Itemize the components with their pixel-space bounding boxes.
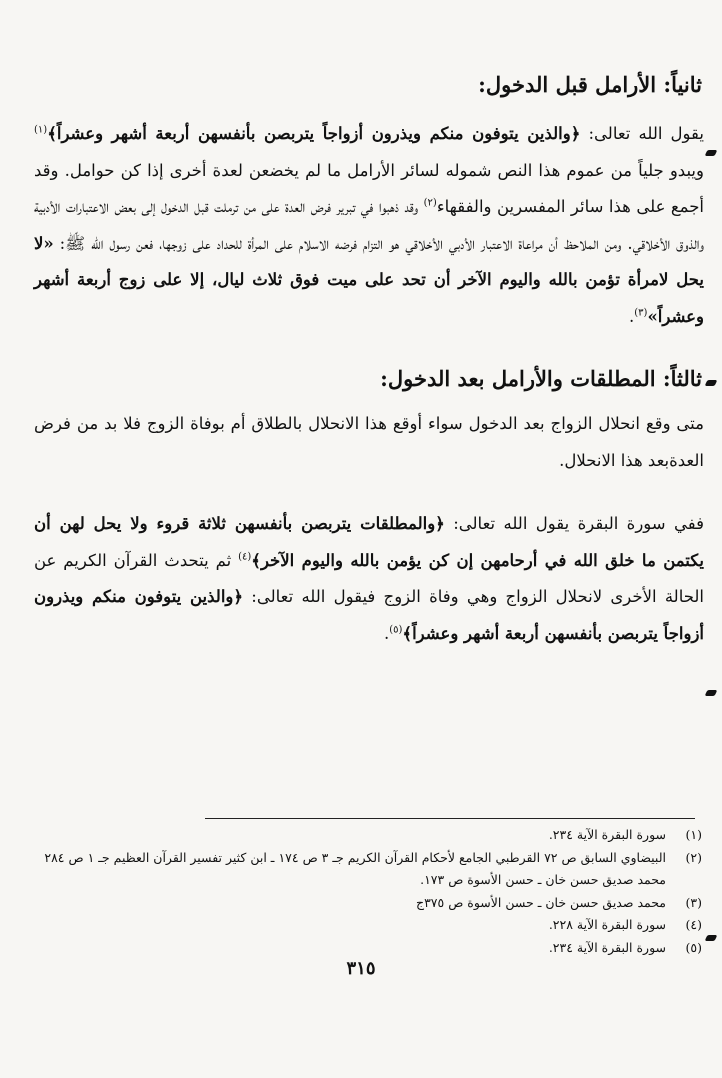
- footnote-separator: [205, 818, 695, 819]
- text-run: ففي سورة البقرة يقول الله تعالى:: [444, 514, 704, 533]
- quoted-text: ﴿والمطلقات يتربصن بأنفسهن ثلاثة قروء ولا يحل لهن أن يكتمن ما خلق الله في أرحامهن إن كن يؤمن بالله واليوم الآخر﴾: [34, 514, 704, 570]
- footnote-number: (٣): [685, 894, 702, 910]
- text-run: ويبدو جلياً من عموم هذا النص شموله لسائر الأرامل ما لم يخضعن لعدة أخرى إذا كن حوامل. وقد أجمع على هذا سائر المفسرين والفقهاء: [34, 160, 704, 216]
- footnote-number: (١): [685, 827, 702, 842]
- scan-mark: [705, 690, 718, 696]
- footnotes: [22, 824, 702, 959]
- text-run: متى وقع انحلال الزواج بعد الدخول سواء أوقع هذا الانحلال بالطلاق أم بوفاة الزوج فلا بد من فرض العدةبعد هذا الانحلال.: [34, 414, 704, 470]
- footnote-text: سورة البقرة الآية ٢٢٨.: [548, 917, 666, 932]
- section-heading-divorced-and-widows-after-consummation: ثالثاً: المطلقات والأرامل بعد الدخول:: [380, 366, 702, 391]
- text-run: وقد ذهبوا في تبرير فرض العدة على من ترملت قبل الدخول إلى بعض الاعتبارات الأدبية والذوق الأخلاقي. ومن الملاحظ أن مراعاة الاعتبار الأدبي الأخلاقي هو التزام فرضه الاسلام على المرأة للحداد على زوجها، فعن رسول الله ﷺ:: [34, 197, 704, 253]
- footnote-ref: (٣): [634, 307, 648, 318]
- text-run: .: [629, 306, 635, 326]
- quoted-text: ﴿والذين يتوفون منكم ويذرون أزواجاً يتربصن بأنفسهن أربعة أشهر وعشراً﴾: [34, 587, 704, 643]
- footnote-item: [22, 824, 702, 847]
- footnote-text: محمد صديق حسن خان ـ حسن الأسوة ص ٣٧٥ج: [415, 894, 666, 910]
- footnote-number: (٥): [685, 939, 702, 955]
- section-heading-widows-before-consummation: ثانياً: الأرامل قبل الدخول:: [478, 72, 702, 97]
- footnote-text: سورة البقرة الآية ٢٣٤.: [548, 939, 666, 955]
- footnote-ref: (٤): [238, 551, 252, 562]
- text-run: ثم يتحدث القرآن الكريم عن الحالة الأخرى لانحلال الزواج وهي وفاة الزوج فيقول الله تعالى:: [34, 550, 704, 606]
- quoted-text: ﴿والذين يتوفون منكم ويذرون أزواجاً يتربصن بأنفسهن أربعة أشهر وعشراً﴾: [47, 124, 581, 143]
- footnote-item: [22, 937, 702, 960]
- footnote-text: سورة البقرة الآية ٢٣٤.: [548, 827, 666, 842]
- footnote-ref: (٢): [423, 197, 437, 209]
- footnote-number: (٢): [685, 849, 702, 865]
- footnote-item: [22, 847, 702, 892]
- text-run: يقول الله تعالى:: [580, 124, 704, 143]
- text-run: .: [383, 623, 390, 643]
- section-paragraph: [34, 406, 704, 479]
- footnote-text: البيضاوي السابق ص ٧٢ القرطبي الجامع لأحكام القرآن الكريم جـ ٣ ص ١٧٤ ـ ابن كثير تفسير القرآن العظيم جـ ١ ص ٢٨٤ محمد صديق حسن خان ـ حسن الأسوة ص ١٧٣.: [44, 849, 666, 887]
- footnote-ref: (١): [34, 124, 48, 136]
- scan-mark: [705, 150, 718, 156]
- page-number: ٣١٥: [346, 958, 376, 979]
- scan-mark: [705, 935, 718, 941]
- scan-mark: [705, 380, 718, 386]
- section-paragraph: [34, 116, 704, 335]
- section-paragraph: [34, 506, 704, 652]
- footnote-item: [22, 892, 702, 915]
- footnote-number: (٤): [685, 917, 702, 932]
- quoted-text: «لا يحل لامرأة تؤمن بالله واليوم الآخر أن تحد على ميت فوق ثلاث ليال، إلا على زوج أربعة أشهر وعشراً»: [34, 233, 704, 326]
- footnote-ref: (٥): [389, 624, 403, 635]
- footnote-item: [22, 914, 702, 937]
